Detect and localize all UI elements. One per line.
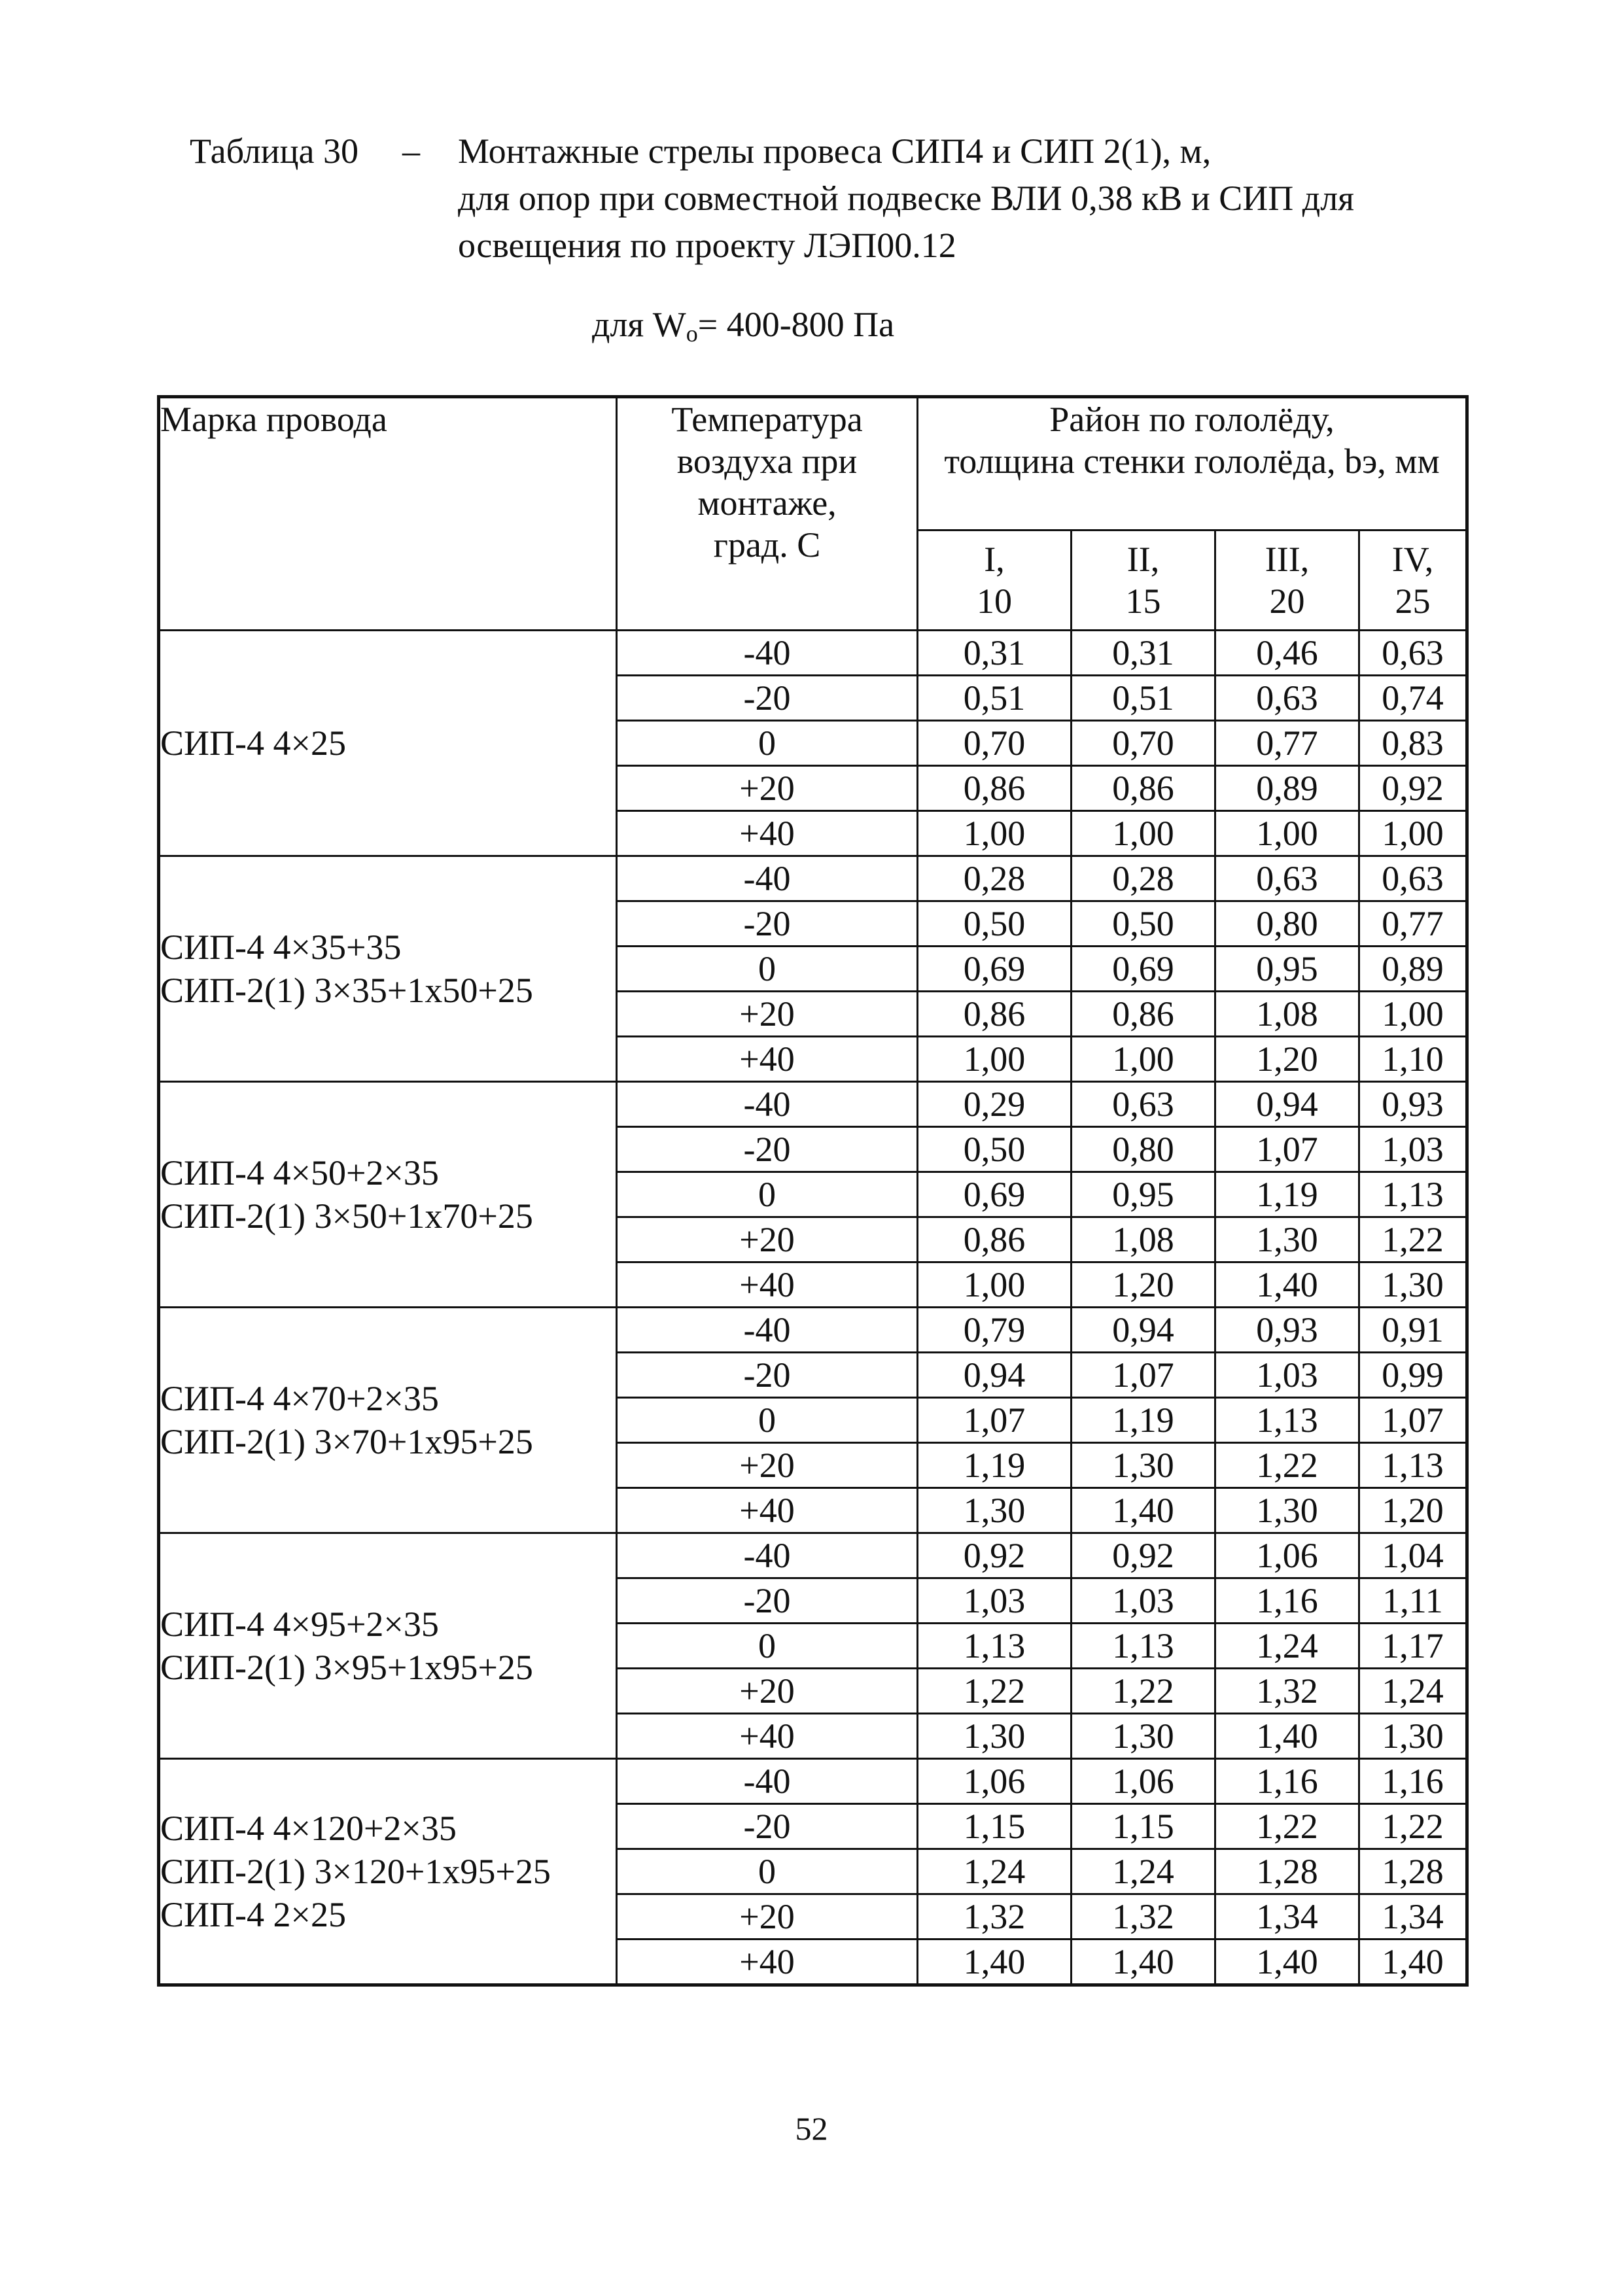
temperature-cell: +40 xyxy=(617,1262,918,1308)
sag-value-cell: 1,04 xyxy=(1359,1533,1467,1578)
sag-value-cell: 1,22 xyxy=(1359,1804,1467,1849)
wire-grade-label: СИП-2(1) 3×120+1x95+25 xyxy=(160,1852,551,1891)
temperature-cell: 0 xyxy=(617,721,918,766)
sag-value-cell: 0,99 xyxy=(1359,1353,1467,1398)
sag-value-cell: 0,63 xyxy=(1359,856,1467,901)
wire-grade-cell xyxy=(159,631,617,856)
sag-value-cell: 1,40 xyxy=(918,1939,1072,1985)
sag-value-cell: 0,80 xyxy=(1072,1127,1215,1172)
caption-title xyxy=(458,128,1505,269)
sag-value-cell: 1,15 xyxy=(1072,1804,1215,1849)
sag-value-cell: 1,13 xyxy=(918,1624,1072,1669)
temperature-cell: +40 xyxy=(617,1939,918,1985)
sag-value-cell: 0,77 xyxy=(1215,721,1359,766)
temperature-cell: -40 xyxy=(617,1308,918,1353)
temperature-cell: -20 xyxy=(617,1578,918,1624)
sag-value-cell: 0,95 xyxy=(1215,947,1359,992)
table-row xyxy=(159,856,1467,901)
sag-value-cell: 0,86 xyxy=(918,1217,1072,1262)
sag-value-cell: 1,15 xyxy=(918,1804,1072,1849)
sag-value-cell: 1,00 xyxy=(1072,811,1215,856)
header-region-2: II, 15 xyxy=(1072,531,1215,631)
sag-value-cell: 0,63 xyxy=(1359,631,1467,676)
caption-dash: – xyxy=(402,131,420,171)
sag-value-cell: 1,30 xyxy=(918,1488,1072,1533)
sag-value-cell: 1,07 xyxy=(1072,1353,1215,1398)
sag-value-cell: 1,40 xyxy=(1215,1939,1359,1985)
sag-value-cell: 1,10 xyxy=(1359,1037,1467,1082)
sag-value-cell: 1,16 xyxy=(1359,1759,1467,1804)
sag-value-cell: 1,20 xyxy=(1359,1488,1467,1533)
wire-grade-label: СИП-4 4×70+2×35 xyxy=(160,1379,439,1418)
temperature-cell: 0 xyxy=(617,1398,918,1443)
header-region-4: IV, 25 xyxy=(1359,531,1467,631)
sag-value-cell: 1,30 xyxy=(1072,1714,1215,1759)
sag-value-cell: 1,19 xyxy=(1215,1172,1359,1217)
table-row xyxy=(159,1082,1467,1127)
temperature-cell: 0 xyxy=(617,1172,918,1217)
wire-grade-label: СИП-4 4×25 xyxy=(160,723,346,763)
wire-grade-label: СИП-4 4×50+2×35 xyxy=(160,1153,439,1192)
sag-value-cell: 1,00 xyxy=(1359,811,1467,856)
sag-value-cell: 1,07 xyxy=(1215,1127,1359,1172)
sag-value-cell: 0,28 xyxy=(918,856,1072,901)
sag-value-cell: 1,30 xyxy=(1072,1443,1215,1488)
sag-value-cell: 1,00 xyxy=(1359,992,1467,1037)
sag-value-cell: 1,00 xyxy=(918,1262,1072,1308)
sag-value-cell: 1,22 xyxy=(1215,1804,1359,1849)
sag-value-cell: 1,24 xyxy=(1215,1624,1359,1669)
temperature-cell: -40 xyxy=(617,1759,918,1804)
sag-value-cell: 1,03 xyxy=(1215,1353,1359,1398)
sag-value-cell: 0,51 xyxy=(1072,676,1215,721)
sag-value-cell: 1,08 xyxy=(1215,992,1359,1037)
table-row xyxy=(159,1533,1467,1578)
temperature-cell: +20 xyxy=(617,992,918,1037)
sag-value-cell: 1,00 xyxy=(918,1037,1072,1082)
sag-value-cell: 1,32 xyxy=(1215,1669,1359,1714)
temperature-cell: -20 xyxy=(617,676,918,721)
wire-grade-label: СИП-4 2×25 xyxy=(160,1895,346,1934)
sag-value-cell: 1,00 xyxy=(1215,811,1359,856)
sag-value-cell: 0,86 xyxy=(1072,992,1215,1037)
sag-value-cell: 0,89 xyxy=(1215,766,1359,811)
sag-value-cell: 0,92 xyxy=(1359,766,1467,811)
table-row xyxy=(159,1308,1467,1353)
sag-value-cell: 1,30 xyxy=(1359,1714,1467,1759)
sag-value-cell: 0,50 xyxy=(1072,901,1215,947)
sag-value-cell: 1,24 xyxy=(1359,1669,1467,1714)
sag-value-cell: 1,17 xyxy=(1359,1624,1467,1669)
sag-value-cell: 1,00 xyxy=(1072,1037,1215,1082)
sag-value-cell: 0,50 xyxy=(918,1127,1072,1172)
sag-value-cell: 1,34 xyxy=(1359,1894,1467,1939)
sag-value-cell: 0,70 xyxy=(918,721,1072,766)
wire-grade-label: СИП-2(1) 3×95+1x95+25 xyxy=(160,1648,533,1687)
sag-value-cell: 1,22 xyxy=(1215,1443,1359,1488)
sag-value-cell: 0,86 xyxy=(1072,766,1215,811)
caption-line: Монтажные стрелы провеса СИП4 и СИП 2(1), м, xyxy=(458,131,1212,171)
sag-value-cell: 1,03 xyxy=(1072,1578,1215,1624)
sag-value-cell: 0,83 xyxy=(1359,721,1467,766)
temperature-cell: -20 xyxy=(617,1127,918,1172)
sag-value-cell: 1,03 xyxy=(918,1578,1072,1624)
sag-value-cell: 1,22 xyxy=(918,1669,1072,1714)
header-temperature: Температура воздуха при монтаже, град. С xyxy=(617,397,918,631)
sag-value-cell: 1,28 xyxy=(1215,1849,1359,1894)
sag-value-cell: 0,79 xyxy=(918,1308,1072,1353)
sag-value-cell: 1,24 xyxy=(1072,1849,1215,1894)
sag-value-cell: 0,92 xyxy=(918,1533,1072,1578)
sag-value-cell: 0,86 xyxy=(918,766,1072,811)
temperature-cell: -40 xyxy=(617,631,918,676)
temperature-cell: -40 xyxy=(617,856,918,901)
temperature-cell: -20 xyxy=(617,1353,918,1398)
sag-value-cell: 1,34 xyxy=(1215,1894,1359,1939)
sag-value-cell: 1,30 xyxy=(1359,1262,1467,1308)
wire-grade-label: СИП-4 4×35+35 xyxy=(160,928,402,967)
sag-value-cell: 1,11 xyxy=(1359,1578,1467,1624)
sag-value-cell: 1,30 xyxy=(1215,1488,1359,1533)
temperature-cell: -40 xyxy=(617,1533,918,1578)
sag-value-cell: 1,06 xyxy=(918,1759,1072,1804)
caption-line: для опор при совместной подвеске ВЛИ 0,38 кВ и СИП для xyxy=(458,179,1354,218)
wire-grade-cell xyxy=(159,856,617,1082)
sag-value-cell: 0,86 xyxy=(918,992,1072,1037)
sag-value-cell: 1,32 xyxy=(918,1894,1072,1939)
sag-value-cell: 1,07 xyxy=(1359,1398,1467,1443)
sag-value-cell: 0,93 xyxy=(1215,1308,1359,1353)
sag-value-cell: 1,30 xyxy=(918,1714,1072,1759)
sag-value-cell: 0,63 xyxy=(1072,1082,1215,1127)
header-mark: Марка провода xyxy=(159,397,617,631)
sag-value-cell: 0,93 xyxy=(1359,1082,1467,1127)
sag-value-cell: 1,16 xyxy=(1215,1759,1359,1804)
temperature-cell: +20 xyxy=(617,1217,918,1262)
sag-value-cell: 1,40 xyxy=(1359,1939,1467,1985)
sag-value-cell: 1,06 xyxy=(1215,1533,1359,1578)
wire-grade-label: СИП-2(1) 3×70+1x95+25 xyxy=(160,1422,533,1461)
sag-value-cell: 0,94 xyxy=(918,1353,1072,1398)
sag-value-cell: 1,07 xyxy=(918,1398,1072,1443)
sag-value-cell: 1,20 xyxy=(1072,1262,1215,1308)
wire-grade-label: СИП-4 4×120+2×35 xyxy=(160,1809,457,1848)
sag-value-cell: 1,22 xyxy=(1072,1669,1215,1714)
sag-value-cell: 0,31 xyxy=(918,631,1072,676)
sag-value-cell: 0,51 xyxy=(918,676,1072,721)
sag-value-cell: 1,13 xyxy=(1359,1443,1467,1488)
page-number: 52 xyxy=(795,2110,828,2147)
wire-grade-cell xyxy=(159,1082,617,1308)
wind-pressure-subcaption: для $W_о= 400-800$ Па xyxy=(592,305,895,347)
header-region-3: III, 20 xyxy=(1215,531,1359,631)
sag-value-cell: 1,03 xyxy=(1359,1127,1467,1172)
caption-line: освещения по проекту ЛЭП00.12 xyxy=(458,226,956,265)
sag-value-cell: 1,08 xyxy=(1072,1217,1215,1262)
sag-value-cell: 1,16 xyxy=(1215,1578,1359,1624)
sag-value-cell: 1,19 xyxy=(918,1443,1072,1488)
header-region: Район по гололёду, толщина стенки гололёда, bэ, мм xyxy=(918,397,1467,531)
sag-value-cell: 0,74 xyxy=(1359,676,1467,721)
sag-value-cell: 0,28 xyxy=(1072,856,1215,901)
sag-value-cell: 0,89 xyxy=(1359,947,1467,992)
temperature-cell: -20 xyxy=(617,1804,918,1849)
temperature-cell: +40 xyxy=(617,1488,918,1533)
temperature-cell: +20 xyxy=(617,1669,918,1714)
table-row xyxy=(159,631,1467,676)
sag-value-cell: 0,94 xyxy=(1072,1308,1215,1353)
sag-value-cell: 0,69 xyxy=(918,1172,1072,1217)
sag-value-cell: 1,28 xyxy=(1359,1849,1467,1894)
sag-value-cell: 0,92 xyxy=(1072,1533,1215,1578)
sag-value-cell: 0,29 xyxy=(918,1082,1072,1127)
temperature-cell: -40 xyxy=(617,1082,918,1127)
sag-value-cell: 1,13 xyxy=(1072,1624,1215,1669)
sag-value-cell: 1,40 xyxy=(1215,1262,1359,1308)
table-number: Таблица 30 xyxy=(190,131,358,171)
table-body xyxy=(159,631,1467,1985)
sag-value-cell: 1,32 xyxy=(1072,1894,1215,1939)
sag-value-cell: 0,46 xyxy=(1215,631,1359,676)
temperature-cell: +40 xyxy=(617,1714,918,1759)
temperature-cell: +20 xyxy=(617,1894,918,1939)
temperature-cell: +20 xyxy=(617,766,918,811)
table-row xyxy=(159,1759,1467,1804)
sag-value-cell: 1,24 xyxy=(918,1849,1072,1894)
sag-value-cell: 0,94 xyxy=(1215,1082,1359,1127)
sag-value-cell: 1,40 xyxy=(1215,1714,1359,1759)
temperature-cell: 0 xyxy=(617,1624,918,1669)
sag-value-cell: 1,00 xyxy=(918,811,1072,856)
sag-value-cell: 0,31 xyxy=(1072,631,1215,676)
sag-value-cell: 1,06 xyxy=(1072,1759,1215,1804)
sag-value-cell: 0,63 xyxy=(1215,676,1359,721)
sag-value-cell: 1,40 xyxy=(1072,1488,1215,1533)
sag-value-cell: 0,77 xyxy=(1359,901,1467,947)
temperature-cell: 0 xyxy=(617,947,918,992)
sag-value-cell: 0,50 xyxy=(918,901,1072,947)
sag-value-cell: 0,63 xyxy=(1215,856,1359,901)
temperature-cell: +40 xyxy=(617,1037,918,1082)
wire-grade-cell xyxy=(159,1308,617,1533)
sag-value-cell: 1,22 xyxy=(1359,1217,1467,1262)
sag-value-cell: 0,70 xyxy=(1072,721,1215,766)
sag-value-cell: 1,40 xyxy=(1072,1939,1215,1985)
temperature-cell: -20 xyxy=(617,901,918,947)
wire-grade-label: СИП-2(1) 3×50+1x70+25 xyxy=(160,1196,533,1236)
sag-value-cell: 0,91 xyxy=(1359,1308,1467,1353)
temperature-cell: +40 xyxy=(617,811,918,856)
wire-grade-label: СИП-2(1) 3×35+1x50+25 xyxy=(160,971,533,1010)
wire-grade-cell xyxy=(159,1533,617,1759)
sag-value-cell: 1,19 xyxy=(1072,1398,1215,1443)
sag-value-cell: 1,13 xyxy=(1359,1172,1467,1217)
sag-value-cell: 1,20 xyxy=(1215,1037,1359,1082)
sag-value-cell: 0,69 xyxy=(1072,947,1215,992)
temperature-cell: +20 xyxy=(617,1443,918,1488)
sag-table xyxy=(157,395,1469,1987)
sag-value-cell: 0,95 xyxy=(1072,1172,1215,1217)
wire-grade-cell xyxy=(159,1759,617,1985)
temperature-cell: 0 xyxy=(617,1849,918,1894)
sag-value-cell: 1,13 xyxy=(1215,1398,1359,1443)
sag-value-cell: 0,69 xyxy=(918,947,1072,992)
sag-value-cell: 0,80 xyxy=(1215,901,1359,947)
sag-value-cell: 1,30 xyxy=(1215,1217,1359,1262)
header-region-1: I, 10 xyxy=(918,531,1072,631)
wire-grade-label: СИП-4 4×95+2×35 xyxy=(160,1605,439,1644)
